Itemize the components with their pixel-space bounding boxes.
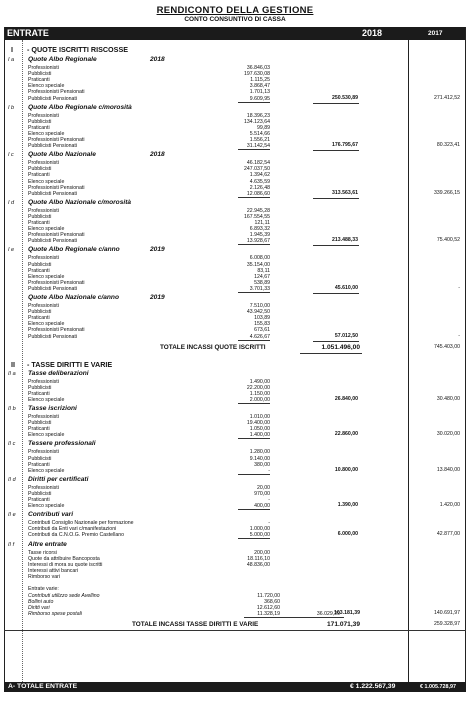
line-item-value: 673,61 (254, 327, 270, 334)
line-item-value: 538,89 (254, 279, 270, 286)
line-item-value: 167.554,55 (244, 213, 270, 220)
line-item-value: - (268, 520, 270, 527)
group-subtotal: 176.795,67 (332, 142, 358, 149)
varie-item-label: Bollini auto (28, 599, 54, 606)
line-item-value: 1.556,21 (249, 137, 270, 143)
entrate-header-bar (4, 27, 466, 40)
line-item-label: Pubblicisti (28, 71, 52, 78)
line-item-value: 6.008,00 (249, 255, 270, 262)
subtotal-underline (238, 102, 270, 103)
line-item-value: 20,00 (257, 484, 270, 491)
totale-entrate-label: A- TOTALE ENTRATE (8, 683, 78, 690)
line-item-label: Elenco speciale (28, 130, 65, 137)
line-item-value: 247.037,50 (244, 166, 270, 173)
line-item-label: Professionisti Pensionati (28, 137, 85, 143)
line-item-label: Professionisti Pensionati (28, 279, 85, 286)
group-previous-year: 30.480,00 (436, 395, 460, 402)
line-item-value: 121,11 (254, 220, 270, 226)
line-item-label: Elenco speciale (28, 83, 65, 90)
line-item-value: 36.846,03 (246, 65, 270, 71)
line-item-value: 5.514,66 (249, 130, 270, 137)
subtotal-underline-2018 (313, 198, 359, 199)
line-item-label: Pubblicisti (28, 166, 52, 173)
line-item-label: Interessi di mora su quote iscritti (28, 561, 103, 568)
group-year: 2018 (150, 56, 165, 63)
line-item-label: Praticanti (28, 77, 50, 84)
section-2-numeral: II (11, 359, 15, 369)
group-code: II a (8, 370, 16, 377)
totale-entrate-bar (4, 682, 466, 692)
line-item-label: Pubblicisti Pensionati (28, 285, 78, 292)
subtotal-underline (238, 509, 270, 510)
line-item-label: Praticanti (28, 426, 50, 433)
line-item-label: Praticanti (28, 172, 50, 179)
column-divider-previous (408, 40, 409, 682)
line-item-label: Pubblicisti (28, 213, 52, 220)
line-item-label: Praticanti (28, 390, 50, 397)
subtotal-underline (238, 403, 270, 404)
line-item-value: 155,83 (254, 321, 270, 328)
line-item-value: 1.701,13 (249, 89, 270, 96)
line-item-label: Professionisti Pensionati (28, 184, 85, 191)
line-item-label: Elenco speciale (28, 321, 65, 328)
group-title: Contributi vari (28, 511, 74, 519)
line-item-value: 9.140,00 (249, 455, 270, 462)
line-item-value: 18.116,10 (247, 555, 270, 562)
section-1-total-label: TOTALE INCASSI QUOTE ISCRITTI (160, 343, 266, 351)
varie-item-label: Contributi utilizzo sede Avellino (28, 593, 100, 599)
line-item-label: Professionisti Pensionati (28, 327, 85, 334)
subtotal-underline (238, 244, 270, 245)
line-item-value: 22.200,00 (246, 384, 270, 391)
group-year: 2018 (150, 151, 165, 159)
year-previous: 2017 (428, 30, 443, 37)
line-item-value: 2.000,00 (249, 396, 270, 403)
line-item-value: 19.400,00 (246, 420, 270, 427)
group-previous-year: - (458, 332, 460, 339)
varie-item-value: 368,60 (264, 599, 280, 606)
varie-sum: 36.029,29 (316, 611, 340, 618)
totale-entrate-value: € 1.222.567,39 (350, 683, 396, 690)
line-item-label: Pubblicisti (28, 455, 52, 462)
group-previous-year: 42.877,00 (436, 531, 460, 538)
line-item-value: 43.942,50 (246, 309, 270, 316)
line-item-value: 1.115,25 (250, 77, 270, 84)
report-subtitle: CONTO CONSUNTIVO DI CASSA (184, 16, 286, 23)
group-subtotal: 6.000,00 (337, 531, 358, 538)
line-item-label: Pubblicisti Pensionati (28, 190, 78, 197)
line-item-value: 4.626,67 (249, 333, 270, 340)
line-item-value: 1.280,00 (249, 449, 270, 456)
line-item-label: Professionisti Pensionati (28, 89, 85, 96)
year-current: 2018 (362, 28, 383, 38)
line-item-label: Praticanti (28, 124, 50, 131)
group-previous-year: 271.412,52 (434, 94, 460, 101)
subtotal-underline-2018 (313, 103, 359, 104)
line-item-value: 46.182,54 (246, 160, 270, 167)
section-1-total: 1.051.496,00 (321, 343, 360, 351)
line-item-label: Pubblicisti (28, 309, 52, 316)
line-item-value: 1.400,00 (249, 432, 270, 439)
group-subtotal: 1.390,00 (337, 502, 358, 509)
section-2-title: - TASSE DIRITTI E VARIE (27, 359, 113, 369)
subtotal-underline-2018 (313, 150, 359, 151)
group-previous-year: - (458, 284, 460, 291)
line-item-value: 48.836,00 (246, 561, 270, 568)
line-item-label: Professionisti (28, 112, 59, 119)
line-item-value: 4.635,59 (249, 178, 270, 185)
line-item-label: Professionisti (28, 255, 59, 262)
group-subtotal: 22.860,00 (334, 431, 358, 438)
line-item-value: 7.510,00 (249, 303, 270, 309)
line-item-value: 1.394,62 (249, 172, 270, 179)
line-item-label: Elenco speciale (28, 178, 65, 185)
line-item-value: 18.396,23 (246, 112, 270, 119)
column-divider-code (22, 40, 23, 682)
line-item-value: 124,67 (254, 273, 270, 280)
line-item-value: 12.086,60 (246, 190, 270, 197)
line-item-value: 970,00 (254, 490, 270, 497)
section-2-total-label: TOTALE INCASSI TASSE DIRITTI E VARIE (132, 621, 259, 629)
line-item-value: 400,00 (254, 503, 270, 510)
line-item-label: Pubblicisti Pensionati (28, 95, 78, 102)
group-year: 2019 (150, 294, 165, 301)
line-item-value: 35.154,00 (246, 261, 270, 268)
line-item-value: 31.142,54 (246, 143, 270, 150)
line-item-label: Pubblicisti (28, 261, 52, 268)
line-item-value: 1.050,00 (249, 426, 270, 433)
line-item-label: Professionisti (28, 378, 59, 385)
group-code: II b (8, 406, 16, 412)
line-item-label: Quote da attribuire Bancoposta (28, 555, 100, 562)
line-item-value: - (268, 467, 270, 474)
line-item-value: 1.945,39 (249, 232, 270, 239)
line-item-value: 2.126,48 (249, 184, 270, 191)
line-item-value: 13.928,67 (246, 238, 270, 245)
right-border (465, 27, 466, 692)
line-item-label: Elenco speciale (28, 467, 65, 474)
line-item-value: 103,89 (254, 315, 270, 322)
group-code: II e (8, 512, 16, 519)
line-item-label: Pubblicisti (28, 420, 52, 427)
line-item-value: 9.609,95 (249, 95, 270, 102)
group-subtotal: 313.563,61 (332, 189, 358, 196)
line-item-value: 3.868,47 (249, 83, 270, 90)
line-item-label: Tasse ricorsi (28, 549, 57, 556)
line-item-label: Professionisti (28, 207, 59, 214)
group-title: Tasse iscrizioni (28, 405, 77, 412)
group-code: I c (8, 152, 14, 159)
group-subtotal: 250.530,89 (332, 94, 358, 101)
group-previous-year: 30.020,00 (436, 431, 460, 438)
group-title: Quote Albo Regionale (28, 56, 97, 63)
line-item-label: Interessi attivi bancari (28, 567, 79, 574)
varie-underline (244, 617, 344, 618)
subtotal-underline-2018 (313, 245, 359, 246)
line-item-label: Professionisti Pensionati (28, 232, 85, 239)
line-item-label: Elenco speciale (28, 273, 65, 280)
section-1-total-underline (300, 353, 362, 354)
line-item-label: Praticanti (28, 497, 50, 503)
group-subtotal: 45.610,00 (334, 284, 358, 291)
line-item-label: Professionisti (28, 449, 59, 456)
line-item-label: Contributi da C.N.O.G. Premio Castellano (28, 532, 125, 539)
group-previous-year: 80.323,41 (436, 142, 460, 149)
group-code: II c (8, 441, 16, 448)
subtotal-underline (238, 438, 270, 439)
entrate-label: ENTRATE (7, 28, 49, 38)
line-item-value: 380,00 (254, 461, 270, 468)
line-item-value: 1.010,00 (249, 414, 270, 420)
section-1-title: - QUOTE ISCRITTI RISCOSSE (27, 45, 129, 54)
line-item-value: 197.630,08 (244, 71, 270, 78)
group-previous-year: 13.840,00 (436, 466, 460, 473)
group-previous-year: 339.266,15 (434, 189, 460, 196)
line-item-value: 200,00 (254, 549, 270, 556)
group-code: I b (8, 104, 15, 111)
line-item-value: 3.701,33 (249, 285, 270, 292)
line-item-label: Elenco speciale (28, 226, 65, 233)
line-item-label: Elenco speciale (28, 396, 65, 403)
line-item-value: 134.123,64 (244, 118, 270, 125)
group-previous-year: 75.400,52 (436, 237, 460, 244)
line-item-label: Pubblicisti (28, 384, 52, 391)
line-item-label: Professionisti (28, 414, 59, 420)
subtotal-underline (238, 197, 270, 198)
entrate-varie-title: Entrate varie: (28, 586, 59, 592)
varie-previous: 140.691,97 (434, 610, 460, 617)
subtotal-underline (238, 538, 270, 539)
line-item-value: 83,11 (257, 267, 270, 274)
line-item-value: - (268, 497, 270, 503)
group-code: II d (8, 476, 16, 483)
line-item-value: 1.000,00 (249, 526, 270, 533)
line-item-label: Professionisti (28, 160, 59, 167)
group-subtotal: 57.012,50 (334, 332, 358, 339)
report-title: RENDICONTO DELLA GESTIONE (156, 5, 314, 16)
section-2-total-rule (4, 630, 466, 631)
varie-item-label: Diritti vari (28, 605, 50, 612)
subtotal-underline (238, 149, 270, 150)
line-item-label: Professionisti (28, 303, 59, 309)
varie-item-value: 12.612,60 (256, 605, 280, 612)
line-item-label: Praticanti (28, 461, 50, 468)
line-item-label: Pubblicisti Pensionati (28, 333, 78, 340)
line-item-label: Pubblicisti Pensionati (28, 238, 78, 245)
line-item-label: Pubblicisti (28, 490, 52, 497)
group-code: I a (8, 57, 15, 63)
line-item-label: Contributi Consiglio Nazionale per formazione (28, 520, 134, 527)
line-item-label: Pubblicisti Pensionati (28, 143, 78, 150)
group-title: Tasse deliberazioni (28, 369, 89, 377)
line-item-value: 1.490,00 (249, 378, 270, 385)
group-subtotal: 26.840,00 (334, 395, 358, 402)
subtotal-underline (238, 340, 270, 341)
subtotal-underline-2018 (313, 341, 359, 342)
line-item-value: 99,89 (257, 124, 270, 131)
totale-entrate-previous: € 1.005.728,97 (420, 684, 456, 690)
varie-item-label: Rimborso spese postali (28, 611, 82, 618)
line-item-value: 6.893,32 (249, 226, 270, 233)
group-subtotal: 213.488,33 (332, 237, 358, 244)
line-item-value: 5.000,00 (249, 532, 270, 539)
section-2-total-previous: 259.328,97 (434, 621, 460, 628)
line-item-value: 22.945,28 (246, 207, 270, 214)
line-item-label: Rimborso vari (28, 573, 60, 580)
line-item-label: Professionisti (28, 484, 59, 491)
group-title: Altre entrate (28, 540, 67, 548)
line-item-value: 1.150,00 (249, 390, 270, 397)
section-2-total: 171.071,39 (326, 621, 360, 629)
group-previous-year: 1.420,00 (439, 502, 460, 509)
varie-item-value: 11.328,19 (257, 611, 280, 618)
left-border (4, 27, 5, 692)
line-item-label: Praticanti (28, 315, 50, 322)
group-subtotal: 10.800,00 (334, 466, 358, 473)
section-1-numeral: I (11, 45, 13, 54)
group-title: Quote Albo Regionale c/morosità (28, 103, 132, 111)
line-item-label: Praticanti (28, 267, 50, 274)
line-item-label: Praticanti (28, 220, 50, 226)
group-title: Tessere professionali (28, 440, 96, 448)
group-year: 2019 (150, 246, 165, 254)
group-code: I d (8, 199, 15, 206)
line-item-label: Elenco speciale (28, 503, 65, 510)
group-title: Quote Albo Nazionale c/morosità (28, 198, 132, 206)
subtotal-underline-2018 (313, 293, 359, 294)
group-code: II f (8, 541, 15, 548)
line-item-label: Contributi da Enti vari c/manifestazioni (28, 526, 117, 533)
line-item-label: Elenco speciale (28, 432, 65, 439)
group-title: Quote Albo Regionale c/anno (28, 246, 120, 254)
line-item-label: Professionisti (28, 65, 59, 71)
group-title: Diritti per certificati (28, 475, 89, 483)
subtotal-underline (238, 474, 270, 475)
group-title: Quote Albo Nazionale c/anno (28, 294, 119, 301)
line-item-label: Pubblicisti (28, 118, 52, 125)
varie-subtotal: 103.181,39 (334, 610, 360, 617)
varie-item-value: 11.720,00 (257, 593, 280, 599)
group-code: I e (8, 247, 15, 254)
group-title: Quote Albo Nazionale (28, 151, 96, 159)
section-1-total-previous: 745.403,00 (434, 343, 460, 350)
subtotal-underline (238, 292, 270, 293)
